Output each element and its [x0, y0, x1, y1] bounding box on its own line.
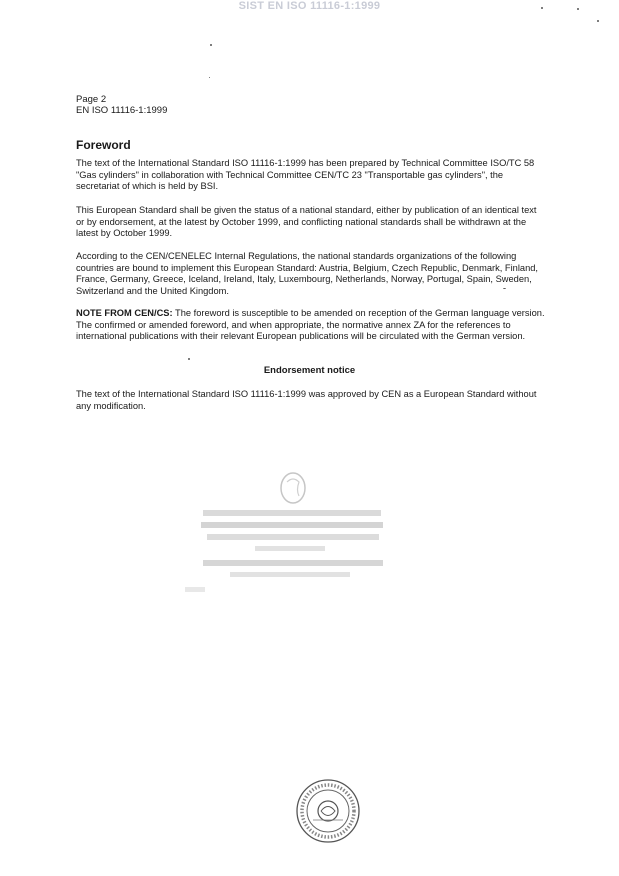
scan-speck [577, 8, 579, 10]
page-header [76, 94, 167, 116]
endorsement-heading: Endorsement notice [263, 365, 356, 376]
foreword-heading: Foreword [76, 138, 131, 152]
scan-speck [597, 20, 599, 22]
watermark: SIST EN ISO 11116-1:1999 [238, 0, 381, 12]
note-paragraph [76, 308, 546, 343]
foreword-paragraph-1: The text of the International Standard ISO 11116-1:1999 has been prepared by Technical Committee ISO/TC 58 "Gas cylinders" in collaboration with Technical Committee CEN/TC 23 "Transportable gas cylinders", the secretariat of which is held by BSI. [76, 158, 535, 192]
foreword-paragraph-3: According to the CEN/CENELEC Internal Regulations, the national standards organizations of the following countries are bound to implement this European Standard: Austria, Belgium, Czech Republic, Denmark, Finland, France, Germany, Greece, Iceland, Ireland, Italy, Luxembourg, Netherlands, Norway, Portugal, Spain, Sweden, Switzerland and the United Kingdom. [76, 251, 538, 296]
faint-library-stamp [185, 470, 395, 600]
page-number: Page 2 [76, 94, 107, 105]
scan-speck [210, 44, 212, 46]
note-text: The foreword is susceptible to be amended on reception of the German language version. The confirmed or amended foreword, and when appropriate, the normative annex ZA for the references to international publications with their relevant European publications will be circulated with the German version. [76, 308, 545, 342]
scan-speck [209, 77, 210, 78]
scan-speck [541, 7, 543, 9]
foreword-paragraph-2: This European Standard shall be given the status of a national standard, either by publication of an identical text or by endorsement, at the latest by October 1999, and conflicting national standards shall be withdrawn at the latest by October 1999. [76, 205, 537, 239]
standard-reference: EN ISO 11116-1:1999 [76, 105, 168, 116]
note-label: NOTE FROM CEN/CS: [76, 308, 173, 318]
institute-seal [295, 778, 361, 844]
endorsement-text: The text of the International Standard ISO 11116-1:1999 was approved by CEN as a European Standard without any modification. [76, 389, 537, 411]
scan-speck [188, 358, 190, 360]
